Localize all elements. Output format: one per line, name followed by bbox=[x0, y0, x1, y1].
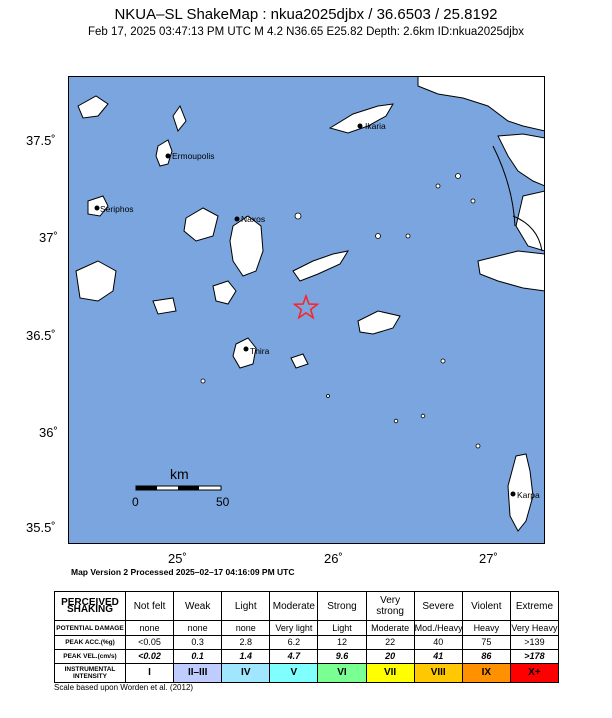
legend-cell: 0.1 bbox=[174, 649, 222, 663]
legend-cell: 22 bbox=[366, 635, 414, 649]
lat-label: 37.5˚ bbox=[26, 133, 56, 148]
legend-cell: 12 bbox=[318, 635, 366, 649]
legend-cell: 86 bbox=[462, 649, 510, 663]
city-dot bbox=[235, 217, 240, 222]
legend-cell: 4.7 bbox=[270, 649, 318, 663]
city-dot bbox=[166, 154, 171, 159]
lat-label: 36.5˚ bbox=[26, 328, 56, 343]
city-label-naxos: Naxos bbox=[241, 214, 266, 224]
row-header: PEAK ACC.(%g) bbox=[55, 635, 126, 649]
row-header: INSTRUMENTAL INTENSITY bbox=[55, 663, 126, 682]
legend-cell: <0.05 bbox=[126, 635, 174, 649]
sea-area bbox=[68, 76, 545, 544]
intensity-cell: II–III bbox=[174, 663, 222, 682]
intensity-cell: I bbox=[126, 663, 174, 682]
row-header: PERCEIVED SHAKING bbox=[55, 592, 126, 621]
processed-timestamp: Map Version 2 Processed 2025–02–17 04:16:09 PM UTC bbox=[71, 567, 295, 577]
lat-label: 36˚ bbox=[39, 425, 58, 440]
lon-label: 26˚ bbox=[324, 551, 343, 566]
legend-cell: 6.2 bbox=[270, 635, 318, 649]
legend-cell: 40 bbox=[414, 635, 462, 649]
city-label-karpa: Karpa bbox=[517, 490, 540, 500]
legend-cell: Very strong bbox=[366, 592, 414, 621]
legend-cell: >178 bbox=[510, 649, 558, 663]
legend-row-pgv bbox=[55, 649, 559, 663]
legend-cell: Extreme bbox=[510, 592, 558, 621]
city-label-ikaria: Ikaria bbox=[365, 121, 386, 131]
page-title: NKUA–SL ShakeMap : nkua2025djbx / 36.6503 / 25.8192 bbox=[114, 6, 498, 23]
intensity-cell: IX bbox=[462, 663, 510, 682]
city-dot bbox=[95, 206, 100, 211]
legend-cell: Moderate bbox=[366, 621, 414, 635]
legend-cell: 41 bbox=[414, 649, 462, 663]
legend-cell: Mod./Heavy bbox=[414, 621, 462, 635]
row-header: PEAK VEL.(cm/s) bbox=[55, 649, 126, 663]
legend-cell: Moderate bbox=[270, 592, 318, 621]
city-dot bbox=[358, 124, 363, 129]
intensity-cell: X+ bbox=[510, 663, 558, 682]
city-label-thira: Thira bbox=[250, 346, 270, 356]
legend-row-pga bbox=[55, 635, 559, 649]
legend-cell: Severe bbox=[414, 592, 462, 621]
legend-cell: 0.3 bbox=[174, 635, 222, 649]
intensity-cell: VI bbox=[318, 663, 366, 682]
legend-row-damage bbox=[55, 621, 559, 635]
legend-cell: Not felt bbox=[126, 592, 174, 621]
legend-cell: none bbox=[222, 621, 270, 635]
lat-label: 37˚ bbox=[39, 230, 58, 245]
legend-cell: <0.02 bbox=[126, 649, 174, 663]
legend-cell: 1.4 bbox=[222, 649, 270, 663]
legend-cell: Weak bbox=[174, 592, 222, 621]
lon-label: 27˚ bbox=[479, 551, 498, 566]
row-header: POTENTIAL DAMAGE bbox=[55, 621, 126, 635]
legend-cell: Violent bbox=[462, 592, 510, 621]
legend-cell: 2.8 bbox=[222, 635, 270, 649]
legend-cell: >139 bbox=[510, 635, 558, 649]
legend-cell: none bbox=[174, 621, 222, 635]
legend-row-shaking bbox=[55, 592, 559, 621]
legend-row-intensity bbox=[55, 663, 559, 682]
lat-label: 35.5˚ bbox=[26, 520, 56, 535]
legend-cell: Very Heavy bbox=[510, 621, 558, 635]
legend-cell: Light bbox=[222, 592, 270, 621]
intensity-legend-table bbox=[54, 591, 559, 683]
legend-cell: Very light bbox=[270, 621, 318, 635]
legend-cell: 75 bbox=[462, 635, 510, 649]
lon-label: 25˚ bbox=[168, 551, 187, 566]
city-label-ermoupolis: Ermoupolis bbox=[172, 151, 215, 161]
city-dot bbox=[244, 347, 249, 352]
legend-cell: Strong bbox=[318, 592, 366, 621]
scale-note: Scale based upon Worden et al. (2012) bbox=[54, 683, 194, 692]
legend-cell: 20 bbox=[366, 649, 414, 663]
city-dot bbox=[511, 492, 516, 497]
legend-cell: none bbox=[126, 621, 174, 635]
scale-end: 50 bbox=[216, 495, 230, 509]
legend-cell: Heavy bbox=[462, 621, 510, 635]
scale-unit: km bbox=[170, 466, 189, 482]
legend-cell: Light bbox=[318, 621, 366, 635]
intensity-cell: VII bbox=[366, 663, 414, 682]
event-subtitle: Feb 17, 2025 03:47:13 PM UTC M 4.2 N36.65 E25.82 Depth: 2.6km ID:nkua2025djbx bbox=[88, 26, 524, 38]
shakemap-map[interactable] bbox=[68, 76, 545, 544]
city-label-seriphos: Seriphos bbox=[100, 204, 134, 214]
legend-cell: 9.6 bbox=[318, 649, 366, 663]
intensity-cell: IV bbox=[222, 663, 270, 682]
intensity-cell: V bbox=[270, 663, 318, 682]
intensity-cell: VIII bbox=[414, 663, 462, 682]
scale-start: 0 bbox=[132, 495, 139, 509]
